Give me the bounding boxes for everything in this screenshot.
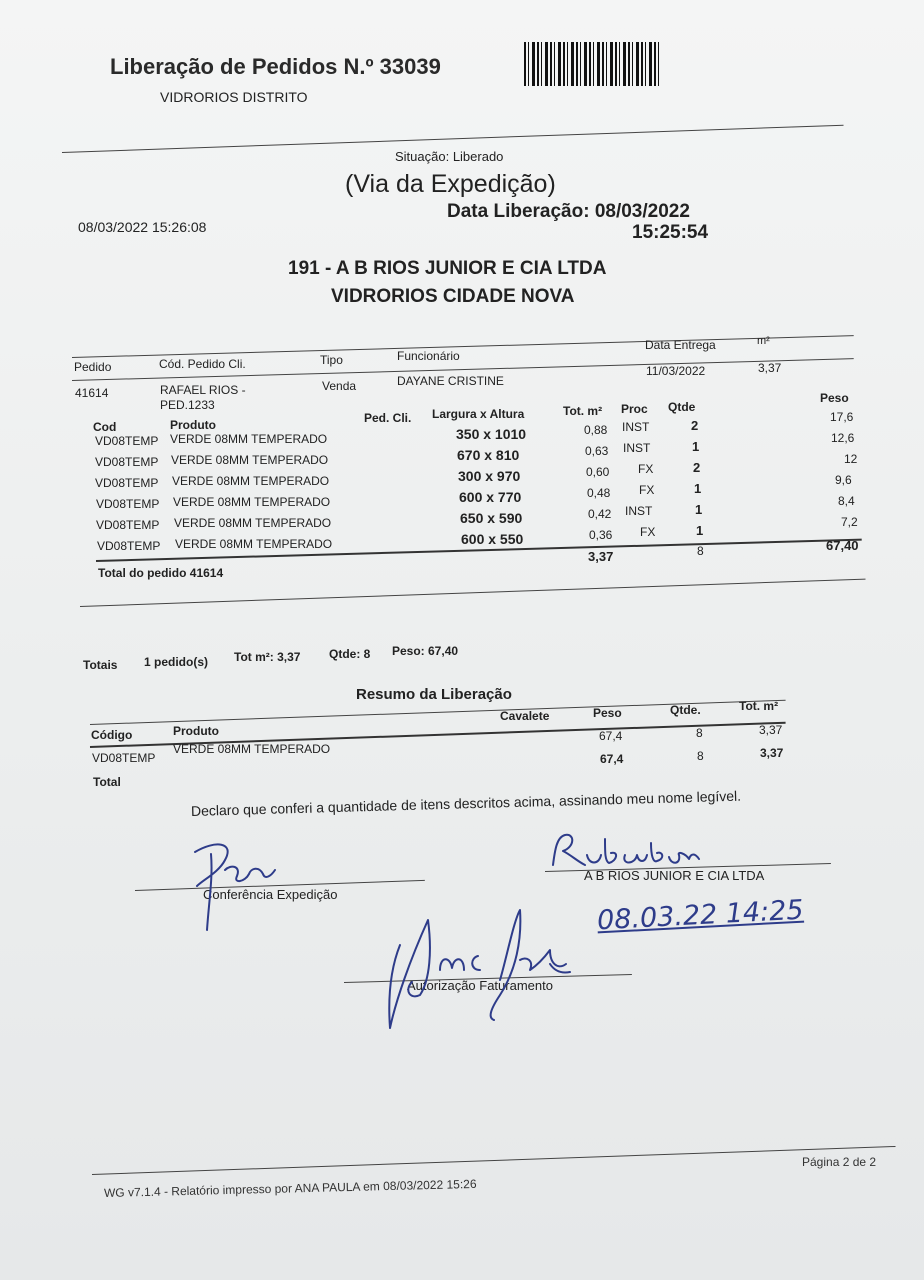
order-header-top-rule: [72, 335, 854, 358]
row-1-tot: 0,88: [584, 423, 608, 437]
via-label: (Via da Expedição): [345, 170, 556, 198]
resumo-col-cavalete: Cavalete: [500, 709, 550, 723]
row-3-peso: 12: [844, 452, 858, 466]
col-ped-cli: Ped. Cli.: [364, 411, 412, 425]
resumo-row-produto: VERDE 08MM TEMPERADO: [173, 742, 331, 756]
value-cod-pedido-cli: RAFAEL RIOS -: [160, 383, 246, 397]
totais-qtde: Qtde: 8: [329, 647, 371, 661]
row-4-qtde: 1: [694, 481, 702, 496]
col-proc: Proc: [621, 402, 648, 416]
page-number: Página 2 de 2: [802, 1155, 877, 1169]
printed-by: WG v7.1.4 - Relatório impresso por ANA PAULA em 08/03/2022 15:26: [103, 1176, 477, 1200]
items-bottom-rule: [80, 579, 866, 607]
resumo-total-tot-m2: 3,37: [760, 746, 784, 760]
resumo-row-codigo: VD08TEMP: [92, 751, 156, 765]
row-5-proc: INST: [625, 504, 653, 518]
row-5-dims: 650 x 590: [460, 510, 523, 526]
resumo-total-peso: 67,4: [600, 752, 624, 766]
resumo-col-produto: Produto: [173, 724, 219, 738]
row-5-qtde: 1: [695, 502, 703, 517]
conferencia-signature: [185, 830, 295, 940]
row-1-qtde: 2: [691, 418, 699, 433]
resumo-total-label: Total: [93, 775, 121, 789]
row-4-peso: 9,6: [835, 473, 852, 487]
value-cod-pedido-cli-2: PED.1233: [160, 398, 215, 412]
resumo-col-qtde: Qtde.: [670, 703, 701, 717]
col-cod: Cod: [93, 420, 117, 434]
totais-m2: Tot m²: 3,37: [234, 650, 301, 664]
row-3-dims: 300 x 970: [458, 468, 521, 484]
row-1-peso: 17,6: [830, 410, 854, 424]
col-pedido: Pedido: [74, 360, 112, 374]
total-qtde: 8: [697, 544, 704, 558]
row-1-produto: VERDE 08MM TEMPERADO: [170, 432, 328, 446]
row-4-cod: VD08TEMP: [96, 497, 160, 511]
row-6-peso: 7,2: [841, 515, 858, 529]
row-6-dims: 600 x 550: [461, 531, 524, 547]
row-1-proc: INST: [622, 420, 650, 434]
row-2-proc: INST: [623, 441, 651, 455]
value-tipo: Venda: [322, 379, 357, 393]
resumo-row-tot-m2: 3,37: [759, 723, 783, 737]
row-4-tot: 0,48: [587, 486, 611, 500]
declaration-text: Declaro que conferi a quantidade de itens descritos acima, assinando meu nome legível.: [190, 787, 742, 819]
totais-peso: Peso: 67,40: [392, 644, 459, 658]
row-6-tot: 0,36: [589, 528, 613, 542]
row-3-proc: FX: [638, 462, 654, 476]
row-3-cod: VD08TEMP: [95, 476, 159, 490]
release-time: 15:25:54: [632, 222, 709, 243]
printed-datetime: 08/03/2022 15:26:08: [78, 219, 207, 235]
resumo-title: Resumo da Liberação: [356, 686, 512, 703]
resumo-row-peso: 67,4: [599, 729, 623, 743]
row-6-cod: VD08TEMP: [97, 539, 161, 553]
col-tipo: Tipo: [320, 353, 343, 367]
total-pedido-label: Total do pedido 41614: [98, 566, 224, 580]
resumo-col-peso: Peso: [593, 706, 622, 720]
footer-rule: [92, 1146, 896, 1175]
client-name: 191 - A B RIOS JUNIOR E CIA LTDA: [288, 258, 607, 279]
col-funcionario: Funcionário: [397, 349, 460, 363]
row-1-cod: VD08TEMP: [95, 434, 159, 448]
row-3-qtde: 2: [693, 460, 701, 475]
total-m2: 3,37: [588, 549, 614, 564]
col-produto: Produto: [170, 418, 216, 432]
row-4-proc: FX: [639, 483, 655, 497]
value-funcionario: DAYANE CRISTINE: [397, 374, 504, 388]
client-signature-label: A B RIOS JUNIOR E CIA LTDA: [584, 868, 765, 883]
row-2-peso: 12,6: [831, 431, 855, 445]
row-2-dims: 670 x 810: [457, 447, 520, 463]
col-cod-pedido-cli: Cód. Pedido Cli.: [159, 357, 246, 371]
col-tot-m2: Tot. m²: [563, 404, 603, 418]
release-date: Data Liberação: 08/03/2022: [447, 201, 690, 222]
company-name: VIDRORIOS DISTRITO: [160, 89, 308, 105]
autorizacao-signature: [370, 900, 590, 1035]
autorizacao-label: Autorização Faturamento: [407, 978, 553, 993]
total-peso: 67,40: [826, 538, 859, 553]
col-largura-altura: Largura x Altura: [432, 407, 525, 421]
row-2-qtde: 1: [692, 439, 700, 454]
col-peso: Peso: [820, 391, 849, 405]
row-5-cod: VD08TEMP: [96, 518, 160, 532]
value-pedido: 41614: [75, 386, 109, 400]
col-qtde: Qtde: [668, 400, 696, 414]
col-data-entrega: Data Entrega: [645, 338, 716, 352]
row-5-produto: VERDE 08MM TEMPERADO: [174, 516, 332, 530]
row-5-tot: 0,42: [588, 507, 612, 521]
resumo-col-codigo: Código: [91, 728, 133, 742]
row-2-produto: VERDE 08MM TEMPERADO: [171, 453, 329, 467]
row-3-tot: 0,60: [586, 465, 610, 479]
resumo-total-qtde: 8: [697, 749, 704, 763]
row-2-cod: VD08TEMP: [95, 455, 159, 469]
conferencia-label: Conferência Expedição: [203, 887, 338, 902]
client-signature: [545, 825, 705, 875]
col-m2: m²: [757, 335, 770, 347]
row-4-produto: VERDE 08MM TEMPERADO: [173, 495, 331, 509]
row-6-qtde: 1: [696, 523, 704, 538]
resumo-col-tot-m2: Tot. m²: [739, 699, 779, 713]
resumo-row-qtde: 8: [696, 726, 703, 740]
row-2-tot: 0,63: [585, 444, 609, 458]
row-4-dims: 600 x 770: [459, 489, 522, 505]
status-text: Situação: Liberado: [395, 149, 504, 164]
value-data-entrega: 11/03/2022: [646, 364, 706, 378]
totais-pedidos: 1 pedido(s): [144, 655, 209, 669]
row-5-peso: 8,4: [838, 494, 855, 508]
handwritten-date: 08.03.22 14:25: [596, 894, 805, 937]
row-3-produto: VERDE 08MM TEMPERADO: [172, 474, 330, 488]
row-6-proc: FX: [640, 525, 656, 539]
document-title: Liberação de Pedidos N.º 33039: [110, 54, 441, 79]
totais-label: Totais: [83, 658, 118, 672]
barcode: [524, 42, 660, 86]
client-branch: VIDRORIOS CIDADE NOVA: [331, 286, 575, 307]
row-6-produto: VERDE 08MM TEMPERADO: [175, 537, 333, 551]
value-m2: 3,37: [758, 361, 782, 375]
row-1-dims: 350 x 1010: [456, 426, 527, 442]
